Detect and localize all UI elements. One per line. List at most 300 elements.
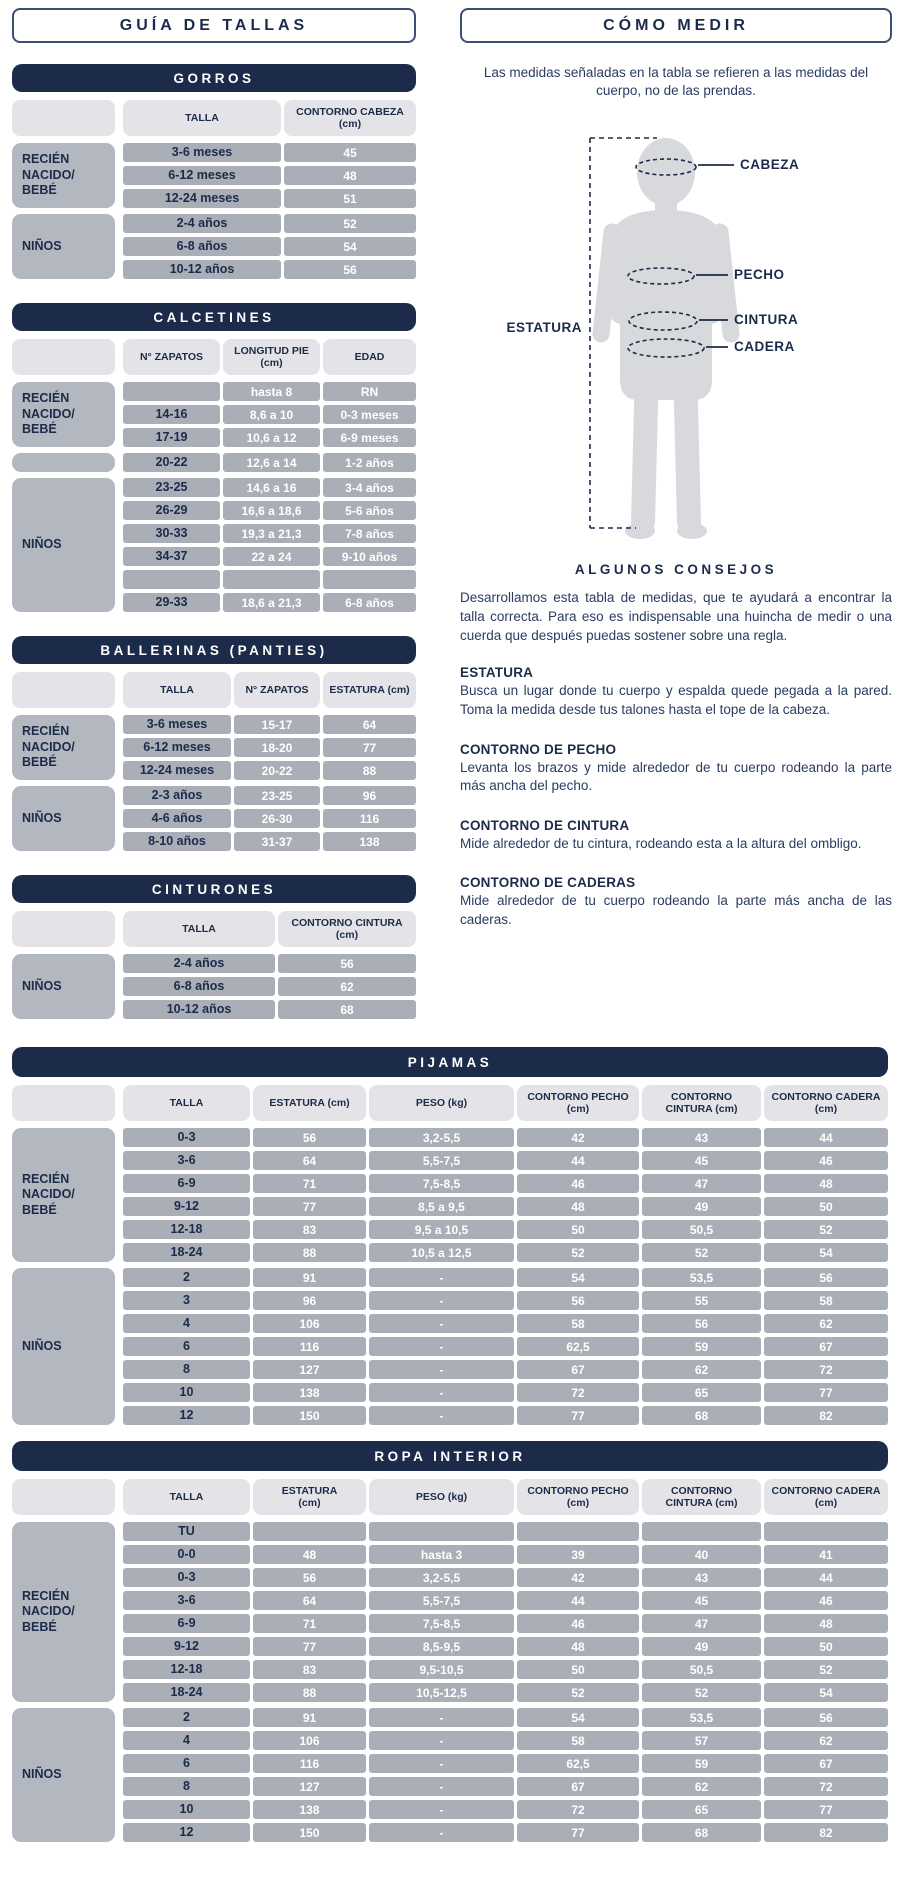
table-ropa-interior — [12, 1441, 888, 1842]
table-row — [123, 260, 416, 279]
row-group-rows — [123, 478, 416, 612]
table-cell: 62 — [278, 977, 416, 996]
table-title: GORROS — [12, 64, 416, 92]
table-cell: 56 — [517, 1291, 639, 1310]
como-medir-intro: Las medidas señaladas en la tabla se refieren a las medidas del cuerpo, no de las prendas. — [483, 65, 869, 99]
table-cell: 45 — [284, 143, 416, 162]
table-row — [123, 1731, 888, 1750]
row-group — [12, 1708, 888, 1842]
table-cell: 44 — [764, 1568, 888, 1587]
table-cell: 2 — [123, 1708, 250, 1727]
como-medir-column — [460, 8, 892, 952]
table-cell: 10-12 años — [123, 260, 281, 279]
row-group — [12, 954, 416, 1019]
estatura-label: ESTATURA — [506, 320, 582, 336]
table-cell: 18,6 a 21,3 — [223, 593, 320, 612]
page-title: GUÍA DE TALLAS — [12, 8, 416, 43]
row-group-label: RECIÉN NACIDO/ BEBÉ — [12, 1522, 115, 1702]
table-cell: 96 — [253, 1291, 366, 1310]
row-group-label: NIÑOS — [12, 478, 115, 612]
table-row — [123, 1754, 888, 1773]
table-row — [123, 428, 416, 447]
table-cell — [369, 1522, 514, 1541]
table-cell: 4 — [123, 1314, 250, 1333]
row-group-label: NIÑOS — [12, 214, 115, 279]
row-group-rows — [123, 453, 416, 472]
table-cell: 14-16 — [123, 405, 220, 424]
table-row — [123, 1637, 888, 1656]
table-cell: 77 — [323, 738, 416, 757]
table-cell: 10,5-12,5 — [369, 1683, 514, 1702]
table-title: BALLERINAS (PANTIES) — [12, 636, 416, 664]
table-cell: 1-2 años — [323, 453, 416, 472]
table-cell: 7-8 años — [323, 524, 416, 543]
table-cell: 88 — [253, 1243, 366, 1262]
column-header: CONTORNO CABEZA (cm) — [284, 100, 416, 136]
consejos-sections — [460, 665, 892, 929]
table-cell: 12,6 a 14 — [223, 453, 320, 472]
table-cell: 26-30 — [234, 809, 320, 828]
table-cell: 6-8 años — [123, 977, 275, 996]
row-group-rows — [123, 1522, 888, 1702]
table-row — [123, 1522, 888, 1541]
table-cell: 77 — [253, 1637, 366, 1656]
table-cell: 48 — [517, 1637, 639, 1656]
table-cell: 46 — [764, 1151, 888, 1170]
table-cell: 8 — [123, 1360, 250, 1379]
table-header-row — [12, 100, 416, 136]
column-header: TALLA — [123, 1085, 250, 1121]
table-cell: 56 — [278, 954, 416, 973]
table-cell: 43 — [642, 1568, 761, 1587]
table-row — [123, 1291, 888, 1310]
table-cinturones — [12, 875, 416, 1019]
table-row — [123, 1128, 888, 1147]
table-cell — [517, 1522, 639, 1541]
table-cell: 3 — [123, 1291, 250, 1310]
table-row — [123, 1823, 888, 1842]
table-cell: 106 — [253, 1314, 366, 1333]
table-cell: 48 — [284, 166, 416, 185]
table-cell: 64 — [253, 1151, 366, 1170]
table-cell: 12-24 meses — [123, 761, 231, 780]
table-cell: 62,5 — [517, 1337, 639, 1356]
table-cell: 67 — [517, 1360, 639, 1379]
column-header: TALLA — [123, 100, 281, 136]
table-cell: 16,6 a 18,6 — [223, 501, 320, 520]
row-group — [12, 1522, 888, 1702]
table-cell: 54 — [764, 1683, 888, 1702]
table-cell: 0-0 — [123, 1545, 250, 1564]
table-header-row — [12, 672, 416, 708]
table-row — [123, 1174, 888, 1193]
table-cell: 9-12 — [123, 1637, 250, 1656]
column-header: CONTORNO CINTURA (cm) — [642, 1479, 761, 1515]
table-cell: 72 — [517, 1383, 639, 1402]
consejo-body: Mide alrededor de tu cintura, rodeando esta a la altura del ombligo. — [460, 835, 862, 851]
cabeza-label: CABEZA — [740, 157, 800, 173]
row-group-rows — [123, 1268, 888, 1425]
table-cell: - — [369, 1360, 514, 1379]
column-header: CONTORNO CADERA (cm) — [764, 1479, 888, 1515]
row-group-rows — [123, 1708, 888, 1842]
table-cell: 150 — [253, 1823, 366, 1842]
table-cell: 12-18 — [123, 1220, 250, 1239]
table-cell: 47 — [642, 1174, 761, 1193]
table-cell: 3-6 — [123, 1151, 250, 1170]
table-cell: 138 — [323, 832, 416, 851]
consejo-title: CONTORNO DE CADERAS — [460, 875, 636, 891]
row-group — [12, 1128, 888, 1262]
table-cell: 88 — [323, 761, 416, 780]
top-section — [12, 8, 892, 1043]
header-corner-cell — [12, 100, 115, 136]
table-cell: 2 — [123, 1268, 250, 1287]
table-cell: 56 — [642, 1314, 761, 1333]
table-cell: 71 — [253, 1174, 366, 1193]
header-corner-cell — [12, 911, 115, 947]
row-group — [12, 143, 416, 208]
table-cell: 52 — [284, 214, 416, 233]
table-cell: 52 — [517, 1683, 639, 1702]
table-row — [123, 570, 416, 589]
table-cell — [123, 382, 220, 401]
column-header: CONTORNO CINTURA (cm) — [642, 1085, 761, 1121]
table-cell: 50 — [764, 1637, 888, 1656]
table-row — [123, 237, 416, 256]
table-cell: 50 — [517, 1220, 639, 1239]
table-row — [123, 1591, 888, 1610]
table-cell: 51 — [284, 189, 416, 208]
table-cell: 6-8 años — [123, 237, 281, 256]
table-cell: 83 — [253, 1660, 366, 1679]
table-cell: 62,5 — [517, 1754, 639, 1773]
table-row — [123, 453, 416, 472]
table-cell — [764, 1522, 888, 1541]
table-cell: 44 — [517, 1591, 639, 1610]
table-cell: 56 — [764, 1268, 888, 1287]
table-header-row — [12, 911, 416, 947]
table-cell: 67 — [764, 1754, 888, 1773]
table-cell: 50,5 — [642, 1220, 761, 1239]
table-cell — [223, 570, 320, 589]
table-cell: 54 — [517, 1268, 639, 1287]
table-cell: 150 — [253, 1406, 366, 1425]
table-cell: 2-3 años — [123, 786, 231, 805]
table-cell: 48 — [764, 1614, 888, 1633]
table-cell: 3-4 años — [323, 478, 416, 497]
table-cell: 57 — [642, 1731, 761, 1750]
row-group-label: RECIÉN NACIDO/ BEBÉ — [12, 143, 115, 208]
table-cell: 20-22 — [123, 453, 220, 472]
row-group-rows — [123, 954, 416, 1019]
table-row — [123, 761, 416, 780]
table-cell: 52 — [764, 1660, 888, 1679]
table-cell: 53,5 — [642, 1268, 761, 1287]
table-cell: 52 — [764, 1220, 888, 1239]
table-cell: 44 — [764, 1128, 888, 1147]
table-cell: 8,6 a 10 — [223, 405, 320, 424]
table-cell: 58 — [517, 1314, 639, 1333]
table-row — [123, 1683, 888, 1702]
table-cell: 45 — [642, 1591, 761, 1610]
table-cell: 18-24 — [123, 1683, 250, 1702]
table-cell: 58 — [764, 1291, 888, 1310]
row-group — [12, 1268, 888, 1425]
table-cell: 82 — [764, 1406, 888, 1425]
table-cell: 31-37 — [234, 832, 320, 851]
como-medir-title: CÓMO MEDIR — [460, 8, 892, 43]
table-cell: 54 — [764, 1243, 888, 1262]
table-cell: 65 — [642, 1383, 761, 1402]
table-cell: 88 — [253, 1683, 366, 1702]
row-group-rows — [123, 786, 416, 851]
table-cell: 127 — [253, 1777, 366, 1796]
consejo-section — [460, 875, 892, 929]
table-cell: 3,2-5,5 — [369, 1128, 514, 1147]
table-row — [123, 547, 416, 566]
table-cell: - — [369, 1383, 514, 1402]
table-row — [123, 786, 416, 805]
table-cell: 12 — [123, 1406, 250, 1425]
table-row — [123, 1220, 888, 1239]
table-cell: 58 — [517, 1731, 639, 1750]
table-row — [123, 1660, 888, 1679]
table-header-row — [12, 1479, 888, 1515]
table-cell: 106 — [253, 1731, 366, 1750]
table-cell: 138 — [253, 1383, 366, 1402]
table-cell: 23-25 — [123, 478, 220, 497]
table-row — [123, 382, 416, 401]
row-group-label: NIÑOS — [12, 786, 115, 851]
table-cell: 56 — [284, 260, 416, 279]
table-cell: 56 — [764, 1708, 888, 1727]
table-cell: 22 a 24 — [223, 547, 320, 566]
table-cell: 43 — [642, 1128, 761, 1147]
table-row — [123, 1614, 888, 1633]
consejos-intro: Desarrollamos esta tabla de medidas, que te ayudará a encontrar la talla correcta. Para eso es indispensable una huincha de medir o una cuerda que después puedas sostener sobre una regla. — [460, 590, 892, 643]
table-cell: - — [369, 1708, 514, 1727]
table-cell: 56 — [253, 1568, 366, 1587]
table-cell: - — [369, 1337, 514, 1356]
column-header: ESTATURA (cm) — [253, 1085, 366, 1121]
cintura-label: CINTURA — [734, 312, 799, 328]
table-cell: 47 — [642, 1614, 761, 1633]
table-row — [123, 1268, 888, 1287]
table-cell: 7,5-8,5 — [369, 1174, 514, 1193]
table-pijamas — [12, 1047, 888, 1425]
table-cell: 6-8 años — [323, 593, 416, 612]
table-cell: 91 — [253, 1268, 366, 1287]
table-cell: 44 — [517, 1151, 639, 1170]
table-cell: 41 — [764, 1545, 888, 1564]
table-row — [123, 1151, 888, 1170]
table-cell: 83 — [253, 1220, 366, 1239]
table-cell: 53,5 — [642, 1708, 761, 1727]
table-cell: 49 — [642, 1197, 761, 1216]
table-cell: 26-29 — [123, 501, 220, 520]
table-cell: 45 — [642, 1151, 761, 1170]
table-row — [123, 1314, 888, 1333]
table-cell — [642, 1522, 761, 1541]
table-cell: 72 — [764, 1360, 888, 1379]
table-cell: 0-3 — [123, 1128, 250, 1147]
table-cell: - — [369, 1291, 514, 1310]
table-row — [123, 1383, 888, 1402]
table-row — [123, 1337, 888, 1356]
table-cell: 17-19 — [123, 428, 220, 447]
table-row — [123, 1777, 888, 1796]
table-title: PIJAMAS — [12, 1047, 888, 1077]
table-cell: 62 — [642, 1360, 761, 1379]
column-header: CONTORNO PECHO (cm) — [517, 1085, 639, 1121]
table-cell — [323, 570, 416, 589]
table-cell: 20-22 — [234, 761, 320, 780]
table-row — [123, 1360, 888, 1379]
table-row — [123, 1568, 888, 1587]
table-cell: 12-24 meses — [123, 189, 281, 208]
table-title: CINTURONES — [12, 875, 416, 903]
table-cell: 12-18 — [123, 1660, 250, 1679]
table-cell — [123, 570, 220, 589]
table-gorros — [12, 64, 416, 279]
table-cell: RN — [323, 382, 416, 401]
table-cell: 29-33 — [123, 593, 220, 612]
column-header: CONTORNO CADERA (cm) — [764, 1085, 888, 1121]
column-header: N° ZAPATOS — [123, 339, 220, 375]
row-group — [12, 382, 416, 447]
table-cell: 40 — [642, 1545, 761, 1564]
table-cell: 65 — [642, 1800, 761, 1819]
table-cell: 82 — [764, 1823, 888, 1842]
header-corner-cell — [12, 1479, 115, 1515]
table-row — [123, 478, 416, 497]
table-row — [123, 1197, 888, 1216]
row-group-rows — [123, 382, 416, 447]
column-header: TALLA — [123, 1479, 250, 1515]
table-cell: 34-37 — [123, 547, 220, 566]
row-group-label: RECIÉN NACIDO/ BEBÉ — [12, 715, 115, 780]
table-cell: 72 — [764, 1777, 888, 1796]
table-cell: 52 — [517, 1243, 639, 1262]
table-cell: 46 — [517, 1614, 639, 1633]
table-cell: 55 — [642, 1291, 761, 1310]
row-group-rows — [123, 214, 416, 279]
table-cell: 50,5 — [642, 1660, 761, 1679]
table-row — [123, 189, 416, 208]
row-group-label — [12, 453, 115, 472]
table-row — [123, 1545, 888, 1564]
table-cell: 5,5-7,5 — [369, 1591, 514, 1610]
table-cell: 10,5 a 12,5 — [369, 1243, 514, 1262]
table-row — [123, 501, 416, 520]
row-group-rows — [123, 1128, 888, 1262]
column-header: CONTORNO PECHO (cm) — [517, 1479, 639, 1515]
table-cell: TU — [123, 1522, 250, 1541]
pecho-label: PECHO — [734, 267, 785, 283]
table-cell: 15-17 — [234, 715, 320, 734]
table-cell: 8-10 años — [123, 832, 231, 851]
table-cell: 9-12 — [123, 1197, 250, 1216]
table-cell: 68 — [278, 1000, 416, 1019]
table-cell: 0-3 — [123, 1568, 250, 1587]
table-cell: 9,5-10,5 — [369, 1660, 514, 1679]
table-cell: 6-12 meses — [123, 166, 281, 185]
table-cell: 4-6 años — [123, 809, 231, 828]
table-cell: 62 — [642, 1777, 761, 1796]
table-cell: 42 — [517, 1128, 639, 1147]
row-group — [12, 786, 416, 851]
header-corner-cell — [12, 1085, 115, 1121]
table-cell: 23-25 — [234, 786, 320, 805]
table-cell: - — [369, 1754, 514, 1773]
table-cell: 8 — [123, 1777, 250, 1796]
consejo-section — [460, 818, 892, 854]
table-cell: 127 — [253, 1360, 366, 1379]
table-cell: 5-6 años — [323, 501, 416, 520]
header-corner-cell — [12, 339, 115, 375]
table-cell: 8,5 a 9,5 — [369, 1197, 514, 1216]
table-cell: 77 — [517, 1823, 639, 1842]
table-row — [123, 143, 416, 162]
table-row — [123, 1406, 888, 1425]
table-cell: 67 — [517, 1777, 639, 1796]
table-cell: 18-20 — [234, 738, 320, 757]
table-cell: 46 — [517, 1174, 639, 1193]
table-cell: 9-10 años — [323, 547, 416, 566]
table-header-row — [12, 339, 416, 375]
table-cell: 6-9 meses — [323, 428, 416, 447]
table-cell: - — [369, 1731, 514, 1750]
table-cell: 48 — [517, 1197, 639, 1216]
column-header: TALLA — [123, 672, 231, 708]
table-cell: 3-6 — [123, 1591, 250, 1610]
table-row — [123, 715, 416, 734]
table-row — [123, 1800, 888, 1819]
table-cell: hasta 3 — [369, 1545, 514, 1564]
row-group-rows — [123, 715, 416, 780]
table-cell: 10 — [123, 1800, 250, 1819]
table-row — [123, 524, 416, 543]
table-row — [123, 1000, 416, 1019]
table-cell: 14,6 a 16 — [223, 478, 320, 497]
table-cell: 12 — [123, 1823, 250, 1842]
table-cell: 68 — [642, 1406, 761, 1425]
table-cell: 71 — [253, 1614, 366, 1633]
table-cell: 8,5-9,5 — [369, 1637, 514, 1656]
table-cell: 116 — [323, 809, 416, 828]
consejo-body: Mide alrededor de tu cuerpo rodeando la parte más ancha de las caderas. — [460, 893, 892, 928]
row-group-label: RECIÉN NACIDO/ BEBÉ — [12, 382, 115, 447]
consejos-heading: ALGUNOS CONSEJOS — [574, 562, 778, 578]
table-cell: 9,5 a 10,5 — [369, 1220, 514, 1239]
table-row — [123, 593, 416, 612]
table-cell: hasta 8 — [223, 382, 320, 401]
row-group-label: NIÑOS — [12, 954, 115, 1019]
table-cell: 77 — [253, 1197, 366, 1216]
column-header: PESO (kg) — [369, 1085, 514, 1121]
left-column — [12, 8, 416, 1043]
table-cell: 39 — [517, 1545, 639, 1564]
table-cell: 54 — [517, 1708, 639, 1727]
table-cell: 0-3 meses — [323, 405, 416, 424]
table-cell: 59 — [642, 1337, 761, 1356]
table-cell: 64 — [323, 715, 416, 734]
table-cell: 6 — [123, 1337, 250, 1356]
table-row — [123, 832, 416, 851]
table-ballerinas — [12, 636, 416, 851]
table-cell: 10,6 a 12 — [223, 428, 320, 447]
